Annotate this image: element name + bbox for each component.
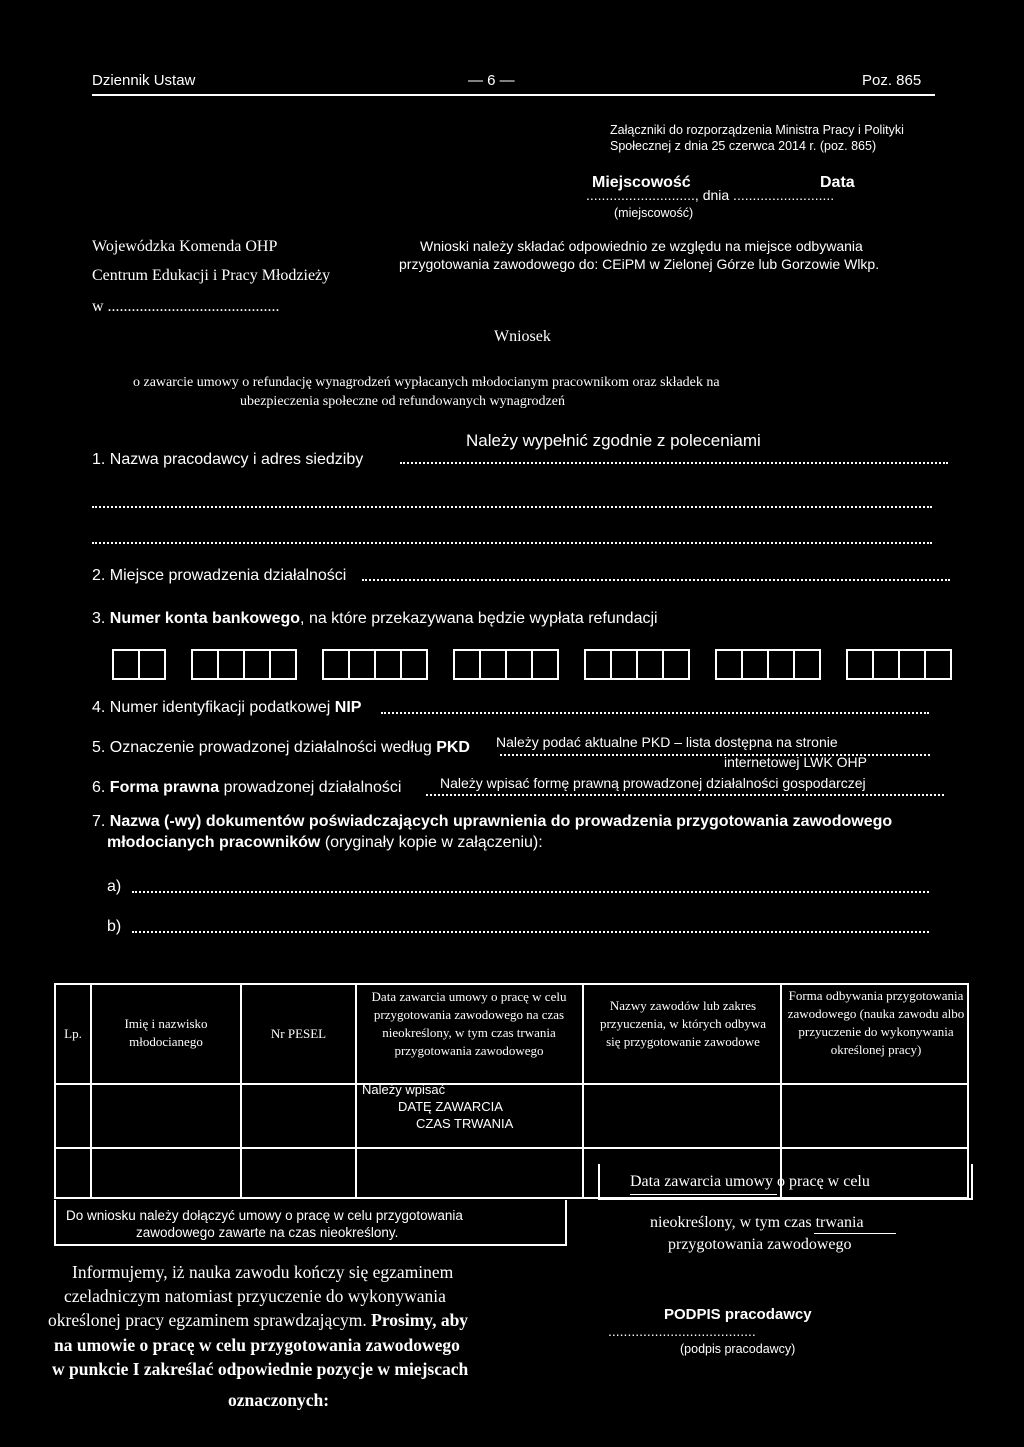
field-1-input[interactable] xyxy=(400,462,948,464)
field-7-line1 xyxy=(92,813,892,831)
field-7-line2-rest: (oryginały kopie w załączeniu): xyxy=(320,834,543,851)
field-3-bold: Numer konta bankowego xyxy=(109,610,301,627)
info-line5: w punkcie I zakreślać odpowiednie pozycje w miejscach xyxy=(52,1359,469,1379)
account-digit-box[interactable] xyxy=(505,649,533,680)
position-number: Poz. 865 xyxy=(862,72,922,89)
field-6-rest: prowadzonej działalności xyxy=(219,779,402,796)
doc-b-label: b) xyxy=(107,918,122,935)
attachment-note-line2: Społecznej z dnia 25 czerwca 2014 r. (poz. 865) xyxy=(610,139,877,153)
table-col-divider xyxy=(240,985,242,1197)
info-line2: czeladniczym natomiast przyuczenie do wykonywania xyxy=(64,1286,446,1306)
field-6-num: 6. xyxy=(92,779,110,796)
contract-line1: Data zawarcia umowy o pracę w celu xyxy=(630,1173,870,1190)
account-digit-box[interactable] xyxy=(374,649,402,680)
info-line3-normal: określonej pracy egzaminem sprawdzającym. xyxy=(48,1310,372,1330)
form-title: Wniosek xyxy=(494,328,551,345)
field-6-label xyxy=(92,779,401,797)
signature-caption: (podpis pracodawcy) xyxy=(680,1342,796,1356)
header-rule xyxy=(92,94,935,96)
table-header-occupation: Nazwy zawodów lub zakres przyuczenia, w których odbywa się przygotowanie zawodowe xyxy=(599,998,767,1049)
account-digit-box[interactable] xyxy=(898,649,926,680)
submit-instruction-line1: Wnioski należy składać odpowiednio ze względu na miejsce odbywania xyxy=(420,238,863,254)
place-caption: (miejscowość) xyxy=(614,206,694,220)
field-5-label xyxy=(92,739,470,757)
contract-line1-underline xyxy=(630,1194,777,1195)
account-digit-box[interactable] xyxy=(112,649,140,680)
account-digit-box[interactable] xyxy=(322,649,350,680)
account-digit-box[interactable] xyxy=(531,649,559,680)
pkd-note-line1: Należy podać aktualne PKD – lista dostępna na stronie xyxy=(496,734,838,750)
table-header-name: Imię i nazwisko młodocianego xyxy=(124,1016,208,1049)
nip-input[interactable] xyxy=(381,712,929,714)
table-row-divider xyxy=(56,1147,967,1149)
form-subtitle-line2: ubezpieczenia społeczne od refundowanych wynagrodzeń xyxy=(240,394,565,409)
field-4-bold: NIP xyxy=(334,699,362,716)
addressee-line1: Wojewódzka Komenda OHP xyxy=(92,238,278,255)
table-note-line2: DATĘ ZAWARCIA xyxy=(398,1099,503,1114)
place-label: Miejscowość xyxy=(592,174,691,191)
info-line4: na umowie o pracę w celu przygotowania zawodowego xyxy=(54,1335,460,1355)
account-digit-box[interactable] xyxy=(479,649,507,680)
submit-instruction-line2: przygotowania zawodowego do: CEiPM w Zielonej Górze lub Gorzowie Wlkp. xyxy=(399,256,880,272)
account-digit-box[interactable] xyxy=(348,649,376,680)
table-header-contract-date: Data zawarcia umowy o pracę w celu przygotowania zawodowego na czas nieokreślony, w tym czas trwania przygotowania zawodowego xyxy=(371,989,567,1058)
table-col-divider xyxy=(90,985,92,1197)
account-digit-box[interactable] xyxy=(846,649,874,680)
journal-name: Dziennik Ustaw xyxy=(92,72,196,89)
place-date-line: ............................, dnia .......................... xyxy=(586,187,835,203)
account-digit-box[interactable] xyxy=(400,649,428,680)
info-line3-bold: Prosimy, aby xyxy=(371,1310,469,1330)
field-3-label xyxy=(92,610,658,628)
contract-line2: nieokreślony, w tym czas trwania xyxy=(650,1214,864,1231)
account-digit-box[interactable] xyxy=(636,649,664,680)
attachment-info-line1: Do wniosku należy dołączyć umowy o pracę w celu przygotowania xyxy=(66,1208,463,1223)
info-line6: oznaczonych: xyxy=(228,1390,330,1410)
legal-form-note: Należy wpisać formę prawną prowadzonej działalności gospodarczej xyxy=(440,775,866,791)
field-7-line2-bold: młodocianych pracowników xyxy=(107,834,321,851)
table-header-pesel: Nr PESEL xyxy=(270,1026,327,1041)
account-digit-box[interactable] xyxy=(191,649,219,680)
account-digit-box[interactable] xyxy=(741,649,769,680)
account-digit-box[interactable] xyxy=(872,649,900,680)
attachment-note-line1: Załączniki do rozporządzenia Ministra Pracy i Polityki xyxy=(610,123,904,137)
addressee-line2: Centrum Edukacji i Pracy Młodzieży xyxy=(92,267,331,284)
field-4-prefix: 4. Numer identyfikacji podatkowej xyxy=(92,699,335,716)
account-digit-box[interactable] xyxy=(269,649,297,680)
account-digit-box[interactable] xyxy=(138,649,166,680)
field-2-input[interactable] xyxy=(362,579,950,581)
table-col-divider xyxy=(355,985,357,1197)
field-1-line2-input[interactable] xyxy=(92,506,932,508)
account-digit-box[interactable] xyxy=(662,649,690,680)
account-digit-box[interactable] xyxy=(793,649,821,680)
field-1-label: 1. Nazwa pracodawcy i adres siedziby xyxy=(92,451,364,468)
contract-line2-underline xyxy=(814,1233,896,1234)
account-digit-box[interactable] xyxy=(610,649,638,680)
account-digit-box[interactable] xyxy=(453,649,481,680)
legal-form-input[interactable] xyxy=(426,794,944,796)
field-3-rest: , na które przekazywana będzie wypłata refundacji xyxy=(300,610,658,627)
account-digit-box[interactable] xyxy=(243,649,271,680)
table-header-divider xyxy=(56,1083,967,1085)
doc-a-label: a) xyxy=(107,878,122,895)
table-header-form: Forma odbywania przygotowania zawodowego (nauka zawodu albo przyuczenie do wykonywania określonej pracy) xyxy=(787,988,965,1057)
info-line1: Informujemy, iż nauka zawodu kończy się egzaminem xyxy=(72,1262,454,1282)
table-note-line1: Należy wpisać xyxy=(362,1082,446,1097)
table-note-line3: CZAS TRWANIA xyxy=(416,1116,514,1131)
date-label: Data xyxy=(820,174,855,191)
account-digit-box[interactable] xyxy=(767,649,795,680)
field-7-bold: Nazwa (-wy) dokumentów poświadczających uprawnienia do prowadzenia przygotowania zawodowego xyxy=(109,813,893,830)
fill-note: Należy wypełnić zgodnie z poleceniami xyxy=(466,431,761,450)
addressee-line3: w ........................................... xyxy=(92,298,280,315)
table-col-divider xyxy=(582,985,584,1197)
field-6-bold: Forma prawna xyxy=(109,779,220,796)
field-5-bold: PKD xyxy=(436,739,470,756)
field-5-prefix: 5. Oznaczenie prowadzonej działalności według xyxy=(92,739,437,756)
contract-line3: przygotowania zawodowego xyxy=(668,1236,852,1253)
pkd-note-line2: internetowej LWK OHP xyxy=(724,754,867,770)
field-7-line2 xyxy=(107,834,543,852)
account-digit-box[interactable] xyxy=(924,649,952,680)
page-number: — 6 — xyxy=(468,72,515,89)
field-4-label xyxy=(92,699,361,717)
signature-label: PODPIS pracodawcy xyxy=(664,1306,812,1323)
form-subtitle-line1: o zawarcie umowy o refundację wynagrodzeń wypłacanych młodocianym pracownikom oraz składek na xyxy=(133,375,720,390)
bank-account-input[interactable] xyxy=(112,649,942,680)
field-2-label: 2. Miejsce prowadzenia działalności xyxy=(92,567,347,584)
doc-a-input[interactable] xyxy=(132,891,929,893)
doc-b-input[interactable] xyxy=(132,931,929,933)
account-digit-box[interactable] xyxy=(715,649,743,680)
signature-input[interactable]: ...................................... xyxy=(608,1323,756,1339)
field-7-num: 7. xyxy=(92,813,110,830)
info-line3 xyxy=(48,1310,468,1331)
field-1-line3-input[interactable] xyxy=(92,542,932,544)
account-digit-box[interactable] xyxy=(217,649,245,680)
account-digit-box[interactable] xyxy=(584,649,612,680)
field-3-num: 3. xyxy=(92,610,106,627)
table-header-lp: Lp. xyxy=(64,1026,82,1041)
attachment-info-line2: zawodowego zawarte na czas nieokreślony. xyxy=(136,1225,399,1240)
